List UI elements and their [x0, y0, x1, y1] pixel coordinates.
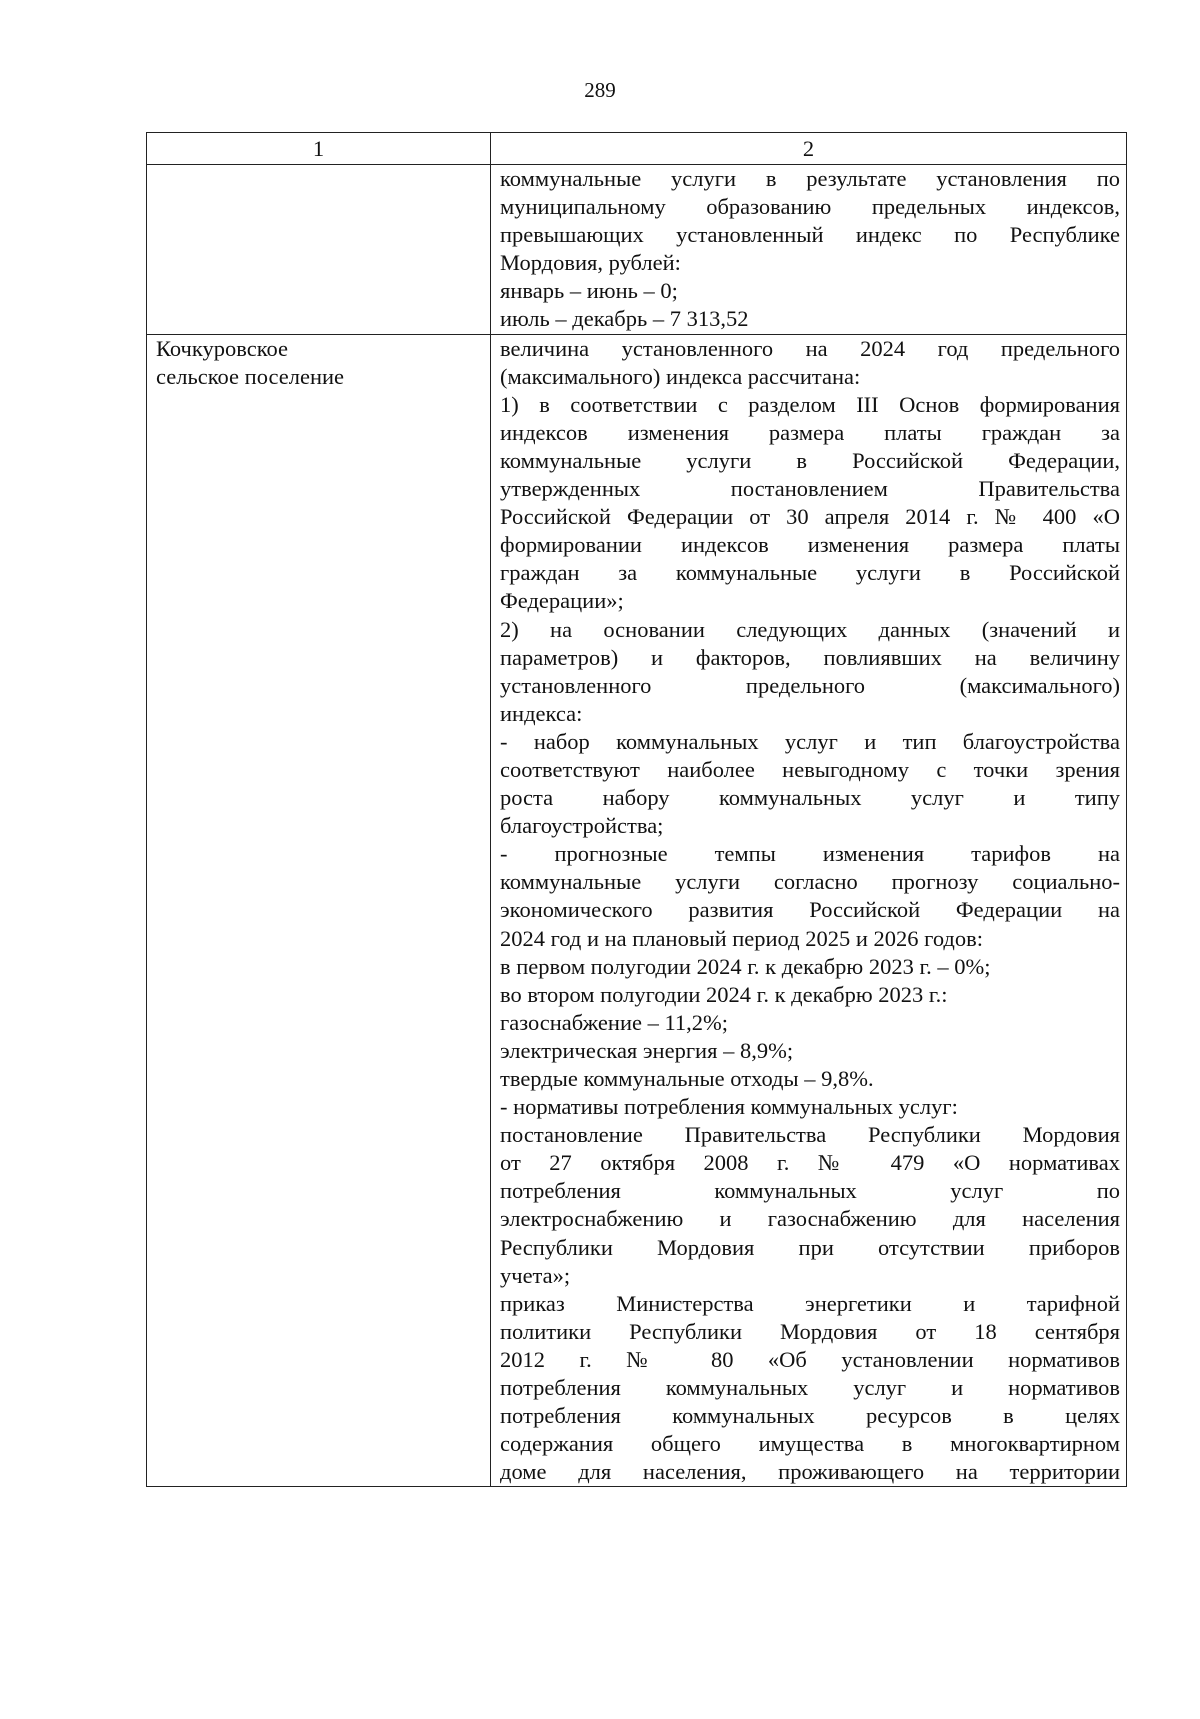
text-line: потребления коммунальных услуг и нормативов [500, 1375, 1120, 1401]
text-line: 1) в соответствии с разделом III Основ формирования [500, 391, 1120, 417]
text-line: постановление Правительства Республики Мордовия [500, 1122, 1120, 1148]
text-line: в первом полугодии 2024 г. к декабрю 2023 г. – 0%; [500, 953, 991, 979]
text-line: установленного предельного (максимального) [500, 672, 1120, 698]
document-table [146, 132, 1127, 1487]
text-line: коммунальные услуги согласно прогнозу социально- [500, 869, 1120, 895]
table-row [147, 165, 1127, 335]
text-line: коммунальные услуги в Российской Федерации, [500, 447, 1120, 473]
text-line: индекса: [500, 700, 583, 726]
text-line: - нормативы потребления коммунальных услуг: [500, 1094, 958, 1120]
text-line: Российской Федерации от 30 апреля 2014 г. № 400 «О [500, 504, 1120, 530]
row1-col2-cell [491, 165, 1127, 335]
text-line: политики Республики Мордовия от 18 сентября [500, 1318, 1120, 1344]
text-line: роста набору коммунальных услуг и типу [500, 785, 1120, 811]
text-line: твердые коммунальные отходы – 9,8%. [500, 1066, 874, 1091]
text-line: доме для населения, проживающего на территории [500, 1459, 1120, 1485]
text-line: параметров) и факторов, повлиявших на величину [500, 644, 1120, 670]
text-line: потребления коммунальных ресурсов в целях [500, 1403, 1120, 1429]
text-line: приказ Министерства энергетики и тарифной [500, 1290, 1120, 1316]
text-line: во втором полугодии 2024 г. к декабрю 2023 г.: [500, 981, 948, 1007]
column-header-2: 2 [491, 133, 1127, 165]
text-line: формировании индексов изменения размера платы [500, 532, 1120, 558]
text-line: июль – декабрь – 7 313,52 [500, 306, 749, 332]
page-number: 289 [584, 78, 616, 102]
text-line: электроснабжению и газоснабжению для населения [500, 1206, 1120, 1232]
text-line: (максимального) индекса рассчитана: [500, 363, 861, 389]
text-line: 2024 год и на плановый период 2025 и 2026 годов: [500, 925, 983, 951]
text-line: учета»; [500, 1262, 571, 1288]
text-line: 2) на основании следующих данных (значений и [500, 616, 1120, 642]
text-line: утвержденных постановлением Правительства [500, 476, 1120, 502]
text-line: январь – июнь – 0; [500, 278, 678, 304]
text-line: экономического развития Российской Федерации на [500, 897, 1120, 923]
text-line: индексов изменения размера платы граждан за [500, 419, 1120, 445]
text-line: сельское поселение [156, 363, 345, 389]
text-line: Федерации»; [500, 588, 624, 614]
text-line: газоснабжение – 11,2%; [500, 1009, 729, 1035]
text-line: Мордовия, рублей: [500, 250, 681, 276]
text-line: величина установленного на 2024 год предельного [500, 335, 1120, 361]
text-line: содержания общего имущества в многоквартирном [500, 1431, 1120, 1457]
text-line: соответствуют наиболее невыгодному с точки зрения [500, 756, 1120, 782]
row1-col1-cell [147, 165, 491, 335]
text-line: Республики Мордовия при отсутствии приборов [500, 1234, 1120, 1260]
text-line: от 27 октября 2008 г. № 479 «О нормативах [500, 1150, 1120, 1176]
text-line: Кочкуровское [156, 335, 289, 361]
text-line: потребления коммунальных услуг по [500, 1178, 1120, 1204]
table-header-row [147, 133, 1127, 165]
row2-col1-cell [147, 334, 491, 1487]
column-header-1: 1 [147, 133, 491, 165]
table-row [147, 334, 1127, 1487]
text-line: граждан за коммунальные услуги в Российской [500, 560, 1120, 586]
text-line: - прогнозные темпы изменения тарифов на [500, 841, 1120, 867]
row2-col2-cell [491, 334, 1127, 1487]
text-line: благоустройства; [500, 813, 664, 839]
text-line: - набор коммунальных услуг и тип благоустройства [500, 728, 1120, 754]
text-line: электрическая энергия – 8,9%; [500, 1037, 794, 1063]
text-line: коммунальные услуги в результате установления по [500, 166, 1120, 191]
text-line: превышающих установленный индекс по Республике [500, 222, 1120, 248]
text-line: муниципальному образованию предельных индексов, [500, 194, 1120, 220]
text-line: 2012 г. № 80 «Об установлении нормативов [500, 1346, 1120, 1372]
